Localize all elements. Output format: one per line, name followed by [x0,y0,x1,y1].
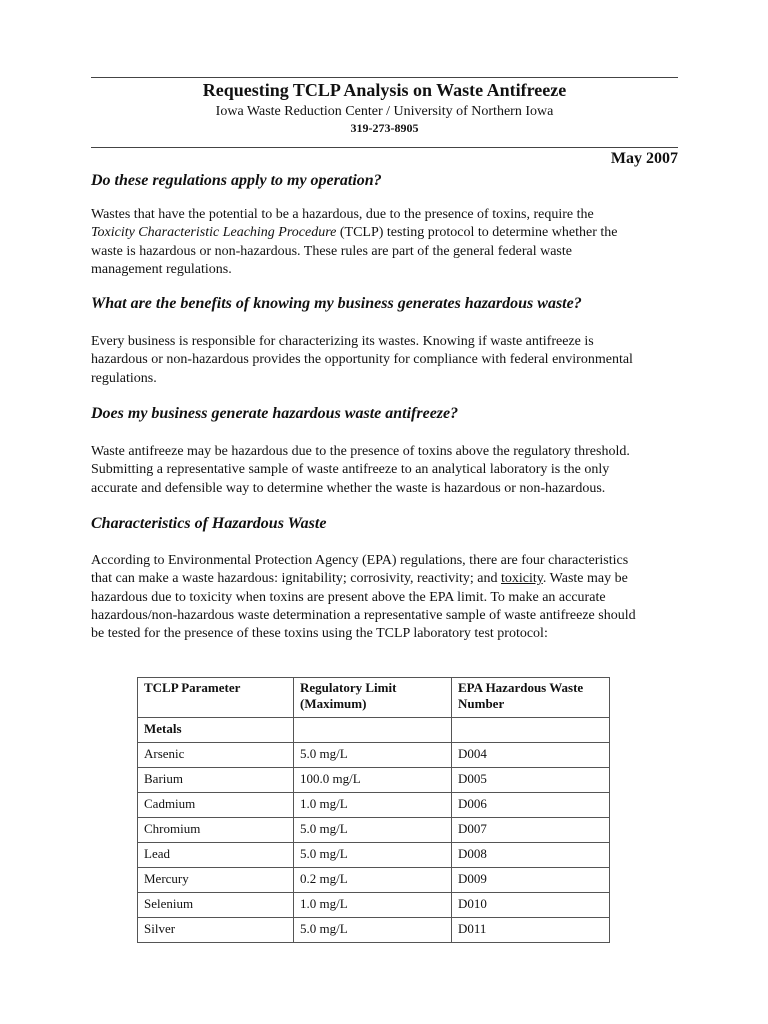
cell-epa-number: D009 [452,868,610,893]
table-row [138,743,610,768]
section-paragraph-hazardous-antifreeze [91,443,691,498]
cell-epa-number: D005 [452,768,610,793]
text-line: Every business is responsible for characterizing its wastes. Knowing if waste antifreeze is [91,334,594,349]
cell-limit: 100.0 mg/L [294,768,452,793]
top-rule [91,77,678,78]
cell-parameter: Arsenic [138,743,294,768]
cell-limit: 5.0 mg/L [294,818,452,843]
empty-cell [294,718,452,743]
section-heading-benefits: What are the benefits of knowing my business generates hazardous waste? [91,295,582,312]
text-line: hazardous due to toxicity when toxins are present above the EPA limit. To make an accurate [91,589,606,605]
section-paragraph-characteristics [91,552,691,643]
document-date: May 2007 [610,150,678,167]
section-heading-regulations: Do these regulations apply to my operation? [91,172,382,189]
text-line: accurate and defensible way to determine whether the waste is hazardous or non-hazardous. [91,480,606,496]
table-row [138,893,610,918]
table-row [138,843,610,868]
cell-parameter: Chromium [138,818,294,843]
cell-epa-number: D006 [452,793,610,818]
text-line: management regulations. [91,261,232,277]
emphasis-text: Toxicity Characteristic Leaching Procedure [91,225,337,241]
table-row [138,793,610,818]
cell-epa-number: D004 [452,743,610,768]
cell-limit: 5.0 mg/L [294,918,452,943]
table-row [138,918,610,943]
cell-parameter: Mercury [138,868,294,893]
cell-limit: 5.0 mg/L [294,743,452,768]
text-line: Waste antifreeze may be hazardous due to the presence of toxins above the regulatory threshold. [91,444,630,459]
section-paragraph-benefits [91,333,691,388]
cell-limit: 1.0 mg/L [294,793,452,818]
section-heading-characteristics: Characteristics of Hazardous Waste [91,515,327,532]
text-line: Wastes that have the potential to be a hazardous, due to the presence of toxins, require the [91,207,594,222]
header-limit: Regulatory Limit (Maximum) [294,678,452,718]
cell-parameter: Silver [138,918,294,943]
cell-epa-number: D011 [452,918,610,943]
section-paragraph-regulations [91,206,691,279]
tclp-table [137,677,610,943]
cell-epa-number: D007 [452,818,610,843]
section-heading-hazardous-antifreeze: Does my business generate hazardous waste antifreeze? [91,405,459,422]
text-line: (TCLP) testing protocol to determine whether the [339,225,618,241]
cell-parameter: Selenium [138,893,294,918]
toxicity-underline: toxicity [501,571,543,587]
table-row [138,768,610,793]
cell-limit: 0.2 mg/L [294,868,452,893]
cell-limit: 1.0 mg/L [294,893,452,918]
cell-epa-number: D008 [452,843,610,868]
text-line: that can make a waste hazardous: ignitability; corrosivity, reactivity; and [91,571,498,587]
section-metals: Metals [138,718,294,743]
text-line: hazardous/non-hazardous waste determination a representative sample of waste antifreeze should [91,607,636,623]
table-section-row [138,718,610,743]
cell-epa-number: D010 [452,893,610,918]
phone-number: 319-273-8905 [350,121,419,135]
table-header-row [138,678,610,718]
empty-cell [452,718,610,743]
table-row [138,868,610,893]
header-rule [91,147,678,148]
cell-parameter: Cadmium [138,793,294,818]
document-title: Requesting TCLP Analysis on Waste Antifreeze [202,80,567,100]
text-line: waste is hazardous or non-hazardous. These rules are part of the general federal waste [91,243,572,259]
text-line: be tested for the presence of these toxins using the TCLP laboratory test protocol: [91,626,548,642]
organization: Iowa Waste Reduction Center / University of Northern Iowa [215,104,554,119]
header-epa-number: EPA Hazardous Waste Number [452,678,610,718]
cell-parameter: Barium [138,768,294,793]
cell-parameter: Lead [138,843,294,868]
text-line: . Waste may be [542,571,628,587]
header-parameter: TCLP Parameter [138,678,294,718]
cell-limit: 5.0 mg/L [294,843,452,868]
text-line: hazardous or non-hazardous provides the opportunity for compliance with federal environmental [91,352,633,368]
text-line: regulations. [91,370,157,386]
table-row [138,818,610,843]
text-line: According to Environmental Protection Agency (EPA) regulations, there are four characteristics [91,553,629,568]
text-line: Submitting a representative sample of waste antifreeze to an analytical laboratory is the only [91,462,610,478]
